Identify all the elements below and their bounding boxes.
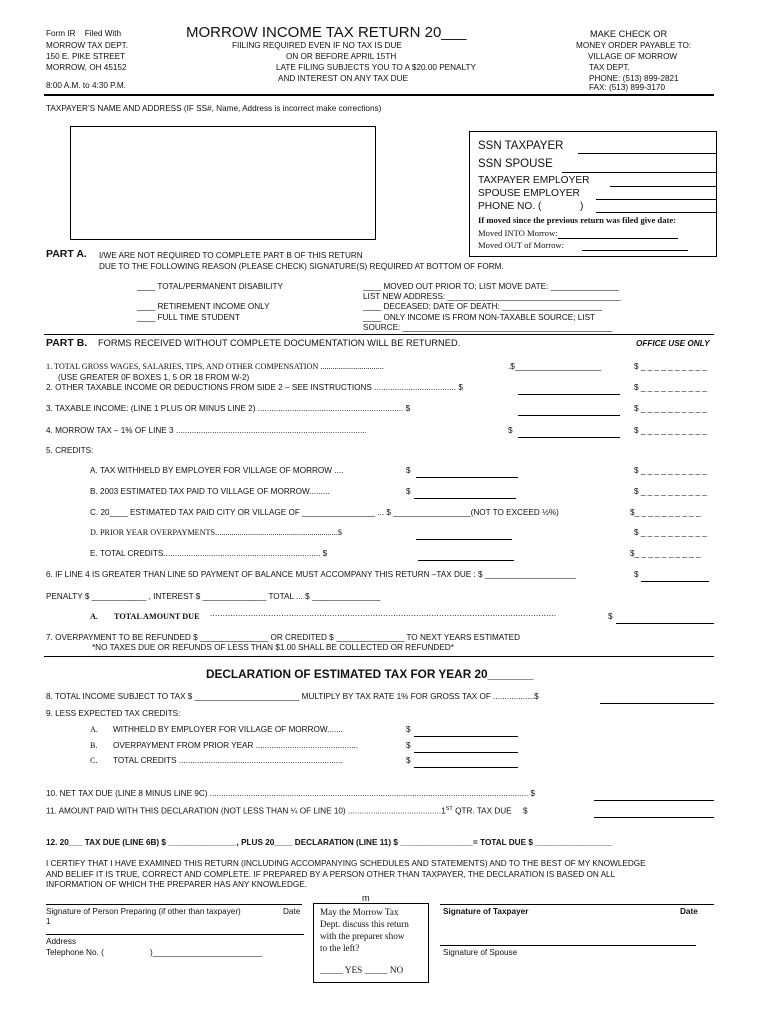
ssn-spouse-label: SSN SPOUSE — [478, 158, 553, 170]
line-9b-dollar: $ — [406, 741, 411, 750]
header-divider — [44, 94, 714, 96]
line-a-dots: ........................................................................................................................................ — [210, 609, 557, 618]
ssn-taxpayer-label: SSN TAXPAYER — [478, 140, 564, 152]
option-moved-out[interactable]: ____ MOVED OUT PRIOR TO; LIST MOVE DATE: _______________ — [363, 282, 619, 291]
address-label: Address — [46, 937, 77, 946]
option-retirement[interactable]: ____ RETIREMENT INCOME ONLY — [137, 302, 270, 311]
taxpayer-employer-field[interactable] — [610, 174, 716, 187]
spouse-employer-field[interactable] — [596, 187, 716, 200]
moved-note: If moved since the previous return was filed give date: — [478, 215, 677, 225]
line-9c: TOTAL CREDITS ........................................................................ — [113, 756, 343, 765]
notice-line-2: ON OR BEFORE APRIL 15TH — [286, 52, 397, 61]
option-student[interactable]: ____ FULL TIME STUDENT — [137, 313, 240, 322]
part-b-text: FORMS RECEIVED WITHOUT COMPLETE DOCUMENTATION WILL BE RETURNED. — [98, 338, 461, 348]
line-6-office: $ — [634, 570, 639, 579]
part-a-text-2: DUE TO THE FOLLOWING REASON (PLEASE CHECK) SIGNATURE(S) REQUIRED AT BOTTOM OF FORM. — [99, 262, 504, 271]
line-9a-label: A. — [90, 725, 98, 734]
phone-close: ) — [580, 201, 584, 212]
line-9c-dollar: $ — [406, 756, 411, 765]
line-4: 4. MORROW TAX – 1% OF LINE 3 .................................................................................... — [46, 426, 367, 435]
line-5b-dollar: $ — [406, 487, 411, 496]
line-11-field[interactable] — [594, 805, 714, 818]
line-6[interactable]: 6. IF LINE 4 IS GREATER THAN LINE 5D PAYMENT OF BALANCE MUST ACCOMPANY THIS RETURN –TAX DUE : $ ____________________ — [46, 570, 576, 579]
option-new-address[interactable]: LIST NEW ADDRESS: ______________________________________ — [363, 292, 621, 301]
discuss-line-1: May the Morrow Tax — [320, 907, 399, 917]
line-2: 2. OTHER TAXABLE INCOME OR DEDUCTIONS FROM SIDE 2 – SEE INSTRUCTIONS .................................... $ — [46, 383, 463, 392]
line-3-field[interactable] — [518, 403, 620, 416]
payable-line-4: TAX DEPT. — [589, 63, 630, 72]
dept-line-2: 150 E. PIKE STREET — [46, 52, 126, 61]
line-5b-field[interactable] — [414, 486, 516, 499]
line-9a-dollar: $ — [406, 725, 411, 734]
spouse-signature-label: Signature of Spouse — [443, 948, 518, 957]
line-7[interactable]: 7. OVERPAYMENT TO BE REFUNDED $ _______________ OR CREDITED $ _______________ TO NEXT YEARS ESTIMATED — [46, 633, 521, 642]
line-5d-field[interactable] — [416, 527, 512, 540]
line-6-office-field[interactable] — [641, 569, 709, 582]
payable-line-3: VILLAGE OF MORROW — [588, 52, 678, 61]
line-5a: A. TAX WITHHELD BY EMPLOYER FOR VILLAGE OF MORROW .... — [90, 466, 344, 475]
payable-phone: PHONE: (513) 899-2821 — [589, 74, 679, 83]
preparer-date-label: Date — [283, 907, 301, 916]
line-a: TOTAL AMOUNT DUE — [114, 612, 200, 621]
line-5b: B. 2003 ESTIMATED TAX PAID TO VILLAGE OF MORROW......... — [90, 487, 330, 496]
line-9c-field[interactable] — [414, 755, 518, 768]
notice-line-4: AND INTEREST ON ANY TAX DUE — [278, 74, 408, 83]
line-1: 1. TOTAL GROSS WAGES, SALARIES, TIPS, AND OTHER COMPENSATION ............................... — [46, 362, 384, 371]
line-5e-field[interactable] — [418, 548, 514, 561]
part-a-text-1: I/WE ARE NOT REQUIRED TO COMPLETE PART B OF THIS RETURN — [99, 251, 363, 260]
address-line[interactable] — [46, 934, 304, 935]
line-9c-label: C. — [90, 756, 98, 765]
part-b-divider — [44, 334, 714, 335]
option-non-taxable[interactable]: ____ ONLY INCOME IS FROM NON-TAXABLE SOURCE; LIST — [363, 313, 596, 322]
discuss-line-4: to the left? — [320, 943, 360, 953]
telephone-field[interactable]: )________________________ — [150, 948, 263, 957]
line-5a-dollar: $ — [406, 466, 411, 475]
option-disability[interactable]: ____ TOTAL/PERMANENT DISABILITY — [137, 282, 283, 291]
line-a-dollar: $ — [608, 612, 613, 621]
moved-out-label: Moved OUT of Morrow: — [478, 240, 565, 250]
line-7-note: *NO TAXES DUE OR REFUNDS OF LESS THAN $1.00 SHALL BE COLLECTED OR REFUNDED* — [92, 643, 454, 652]
spouse-sign-line[interactable] — [440, 945, 696, 946]
office-hours: 8:00 A.M. to 4:30 P.M. — [46, 81, 126, 90]
line-12[interactable]: 12. 20___ TAX DUE (LINE 6B) $ _______________, PLUS 20____ DECLARATION (LINE 11) $ ________________= TOTAL DUE $ _________________ — [46, 838, 613, 847]
discuss-line-3: with the preparer show — [320, 931, 405, 941]
line-9: 9. LESS EXPECTED TAX CREDITS: — [46, 709, 181, 718]
line-8-field[interactable] — [600, 691, 714, 704]
line-1-amount[interactable]: .$___________________ — [508, 362, 602, 371]
line-9b-field[interactable] — [414, 740, 518, 753]
ssn-taxpayer-field[interactable] — [578, 141, 716, 154]
preparer-number: 1 — [46, 917, 51, 926]
payable-line-1: MAKE CHECK OR — [590, 29, 668, 39]
line-1-office: $ _ _ _ _ _ _ _ _ _ _ — [634, 362, 707, 371]
line-5: 5. CREDITS: — [46, 446, 94, 455]
penalty-line[interactable]: PENALTY $ ____________ , INTEREST $ ______________ TOTAL ... $ _______________ — [46, 592, 381, 601]
telephone-label: Telephone No. ( — [46, 948, 104, 957]
certify-line-3: INFORMATION OF WHICH THE PREPARER HAS ANY KNOWLEDGE. — [46, 880, 307, 889]
line-8[interactable]: 8. TOTAL INCOME SUBJECT TO TAX $ _______________________ MULTIPLY BY TAX RATE 1% FOR GROSS TAX OF ..................$ — [46, 692, 539, 701]
line-5c[interactable]: C. 20____ ESTIMATED TAX PAID CITY OR VILLAGE OF ________________ ... $ _________________(NOT TO EXCEED ½%) — [90, 508, 559, 517]
taxpayer-sign-line[interactable] — [440, 904, 714, 905]
taxpayer-instructions: TAXPAYER’S NAME AND ADDRESS (IF SS#, Name, Address is incorrect make corrections) — [46, 104, 382, 113]
line-1-sub: (USE GREATER 0F BOXES 1, 5 OR 18 FROM W-2) — [58, 373, 250, 382]
dept-line-3: MORROW, OH 45152 — [46, 63, 127, 72]
line-10: 10. NET TAX DUE (LINE 8 MINUS LINE 9C) ............................................................................................................................................ $ — [46, 789, 536, 798]
taxpayer-signature-label: Signature of Taxpayer — [443, 907, 529, 916]
certify-line-2: AND BELIEF IT IS TRUE, CORRECT AND COMPLETE. IF PREPARED BY A PERSON OTHER THAN TAXPAYER, THE DECLARATION IS BASED ON ALL — [46, 870, 616, 879]
dept-line-1: MORROW TAX DEPT. — [46, 41, 129, 50]
taxpayer-date-label: Date — [680, 907, 698, 916]
stray-mark: m — [362, 893, 370, 903]
line-5a-office: $ _ _ _ _ _ _ _ _ _ _ — [634, 466, 707, 475]
moved-into-label: Moved INTO Morrow: — [478, 228, 558, 238]
phone-field[interactable] — [596, 200, 716, 213]
line-2-office: $ _ _ _ _ _ _ _ _ _ _ — [634, 383, 707, 392]
line-5a-field[interactable] — [416, 465, 518, 478]
line-5d-office: $ _ _ _ _ _ _ _ _ _ _ — [634, 528, 707, 537]
preparer-sign-line[interactable] — [46, 904, 302, 905]
ssn-spouse-field[interactable] — [562, 160, 716, 173]
line-5e-office: $_ _ _ _ _ _ _ _ _ _ — [630, 549, 701, 558]
part-a-label: PART A. — [46, 248, 87, 260]
discuss-yes-no[interactable]: _____ YES _____ NO — [320, 965, 404, 975]
line-a-field[interactable] — [616, 611, 714, 624]
line-5c-office: $_ _ _ _ _ _ _ _ _ _ — [630, 508, 701, 517]
line-a-label: A. — [90, 612, 98, 621]
line-4-dollar: $ — [508, 426, 513, 435]
form-id: Form IR Filed With — [46, 29, 122, 38]
estimated-divider — [44, 656, 714, 657]
phone-label: PHONE NO. ( — [478, 201, 542, 212]
line-3-office: $ _ _ _ _ _ _ _ _ _ _ — [634, 404, 707, 413]
line-3: 3. TAXABLE INCOME: (LINE 1 PLUS OR MINUS LINE 2) ................................................................ $ — [46, 404, 411, 413]
line-9a: WITHHELD BY EMPLOYER FOR VILLAGE OF MORROW....... — [113, 725, 344, 734]
line-2-field[interactable] — [518, 382, 620, 395]
line-4-office: $ _ _ _ _ _ _ _ _ _ _ — [634, 426, 707, 435]
line-9a-field[interactable] — [414, 724, 518, 737]
line-10-field[interactable] — [594, 788, 714, 801]
office-use-label: OFFICE USE ONLY — [636, 339, 710, 348]
taxpayer-employer-label: TAXPAYER EMPLOYER — [478, 175, 590, 186]
line-5e: E. TOTAL CREDITS..................................................................... $ — [90, 549, 328, 558]
notice-line-3: LATE FILING SUBJECTS YOU TO A $20.00 PENALTY — [276, 63, 476, 72]
estimated-title: DECLARATION OF ESTIMATED TAX FOR YEAR 20_______ — [206, 667, 534, 681]
line-4-field[interactable] — [518, 425, 620, 438]
line-9b: OVERPAYMENT FROM PRIOR YEAR ............................................. — [113, 741, 359, 750]
payable-line-2: MONEY ORDER PAYABLE TO: — [576, 41, 692, 50]
taxpayer-address-box[interactable] — [70, 126, 376, 240]
form-title: MORROW INCOME TAX RETURN 20___ — [186, 24, 467, 41]
notice-line-1: FIILING REQUIRED EVEN IF NO TAX IS DUE — [232, 41, 402, 50]
spouse-employer-label: SPOUSE EMPLOYER — [478, 188, 580, 199]
preparer-signature-label: Signature of Person Preparing (if other than taxpayer) — [46, 907, 241, 916]
option-source[interactable]: SOURCE: ______________________________________________ — [363, 323, 613, 332]
moved-out-field[interactable] — [582, 238, 688, 251]
option-deceased[interactable]: ____ DECEASED: DATE OF DEATH: ______________________ — [363, 302, 603, 311]
line-9b-label: B. — [90, 741, 98, 750]
certify-line-1: I CERTIFY THAT I HAVE EXAMINED THIS RETURN (INCLUDING ACCOMPANYING SCHEDULES AND STATEMENTS) AND TO THE BEST OF MY KNOWLEDGE — [46, 859, 646, 868]
part-b-label: PART B. — [46, 337, 88, 349]
payable-fax: FAX: (513) 899-3170 — [589, 83, 666, 92]
line-5b-office: $ _ _ _ _ _ _ _ _ _ _ — [634, 487, 707, 496]
line-5d: D. PRIOR YEAR OVERPAYMENTS............................................................$ — [90, 528, 343, 537]
line-11: 11. AMOUNT PAID WITH THIS DECLARATION (NOT LESS THAN ¼ OF LINE 10) .........................................1ST QTR. TAX DUE $ — [46, 806, 528, 816]
discuss-line-2: Dept. discuss this return — [320, 919, 409, 929]
